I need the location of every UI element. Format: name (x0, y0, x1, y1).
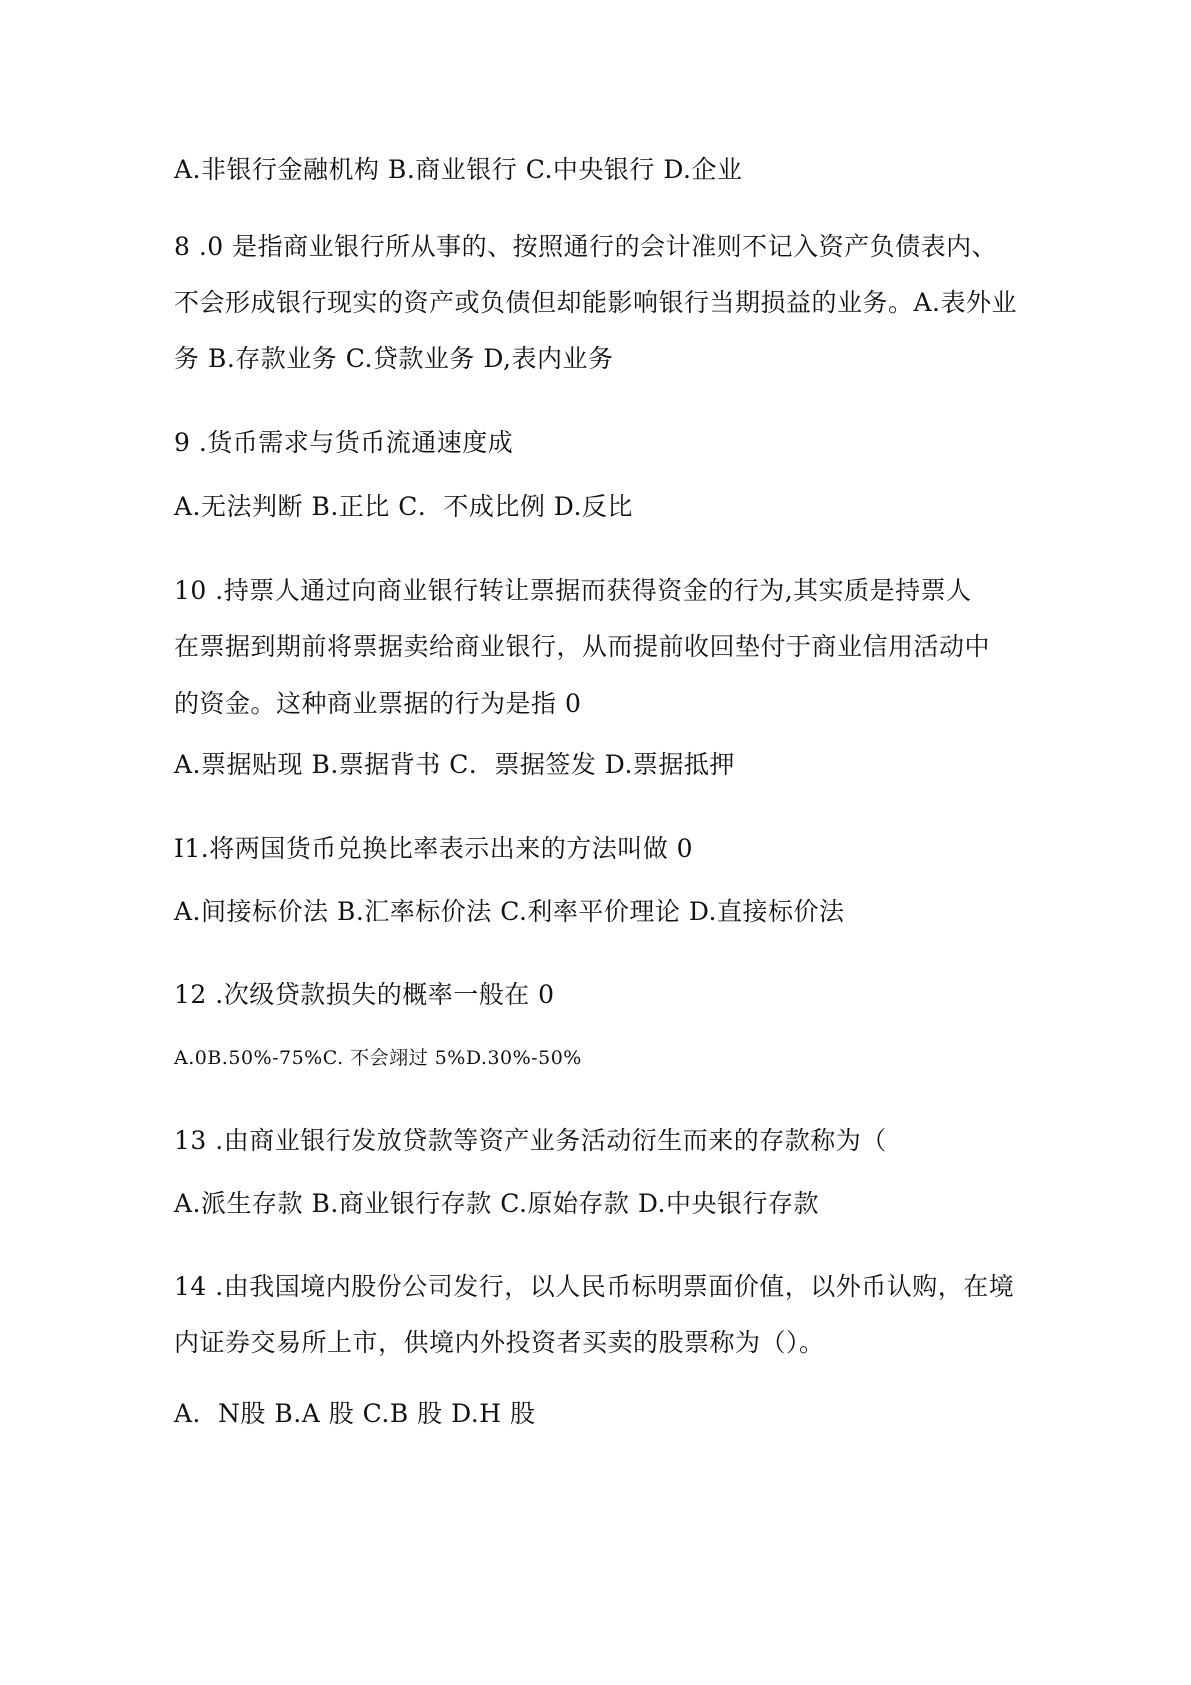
q10-text-line-1: 10 .持票人通过向商业银行转让票据而获得资金的行为,其实质是持票人 (174, 576, 972, 605)
q10-text-line-2: 在票据到期前将票据卖给商业银行，从而提前收回垫付于商业信用活动中 (174, 632, 991, 661)
q14-text-line-2: 内证券交易所上市，供境内外投资者买卖的股票称为（）。 (174, 1328, 825, 1357)
q10-options: A.票据贴现 B.票据背书 C．票据签发 D.票据抵押 (174, 750, 735, 779)
q12-text: 12 .次级贷款损失的概率一般在 0 (174, 980, 555, 1009)
q12-options: A.0B.50%-75%C. 不会翊过 5%D.30%-50% (174, 1047, 582, 1069)
q10-text-line-3: 的资金。这种商业票据的行为是指 0 (174, 689, 582, 718)
q13-text: 13 .由商业银行发放贷款等资产业务活动衍生而来的存款称为（ (174, 1126, 887, 1155)
q11-text: I1.将两国货币兑换比率表示出来的方法叫做 0 (174, 834, 694, 863)
q14-text-line-1: 14 .由我国境内股份公司发行，以人民币标明票面价值，以外币认购，在境 (174, 1272, 1015, 1301)
q11-options: A.间接标价法 B.汇率标价法 C.利率平价理论 D.直接标价法 (174, 897, 845, 926)
q14-options: A．N股 B.A 股 C.B 股 D.H 股 (174, 1399, 536, 1428)
q9-options: A.无法判断 B.正比 C．不成比例 D.反比 (174, 492, 633, 521)
q13-options: A.派生存款 B.商业银行存款 C.原始存款 D.中央银行存款 (174, 1189, 819, 1218)
q8-text-line-2: 不会形成银行现实的资产或负债但却能影响银行当期损益的业务。A.表外业 (174, 288, 1018, 317)
q8-text-line-3: 务 B.存款业务 C.贷款业务 D,表内业务 (174, 344, 614, 373)
q7-options: A.非银行金融机构 B.商业银行 C.中央银行 D.企业 (174, 155, 743, 184)
q9-text: 9 .货币需求与货币流通速度成 (174, 428, 514, 457)
q8-text-line-1: 8 .0 是指商业银行所从事的、按照通行的会计准则不记入资产负债表内、 (174, 232, 998, 261)
